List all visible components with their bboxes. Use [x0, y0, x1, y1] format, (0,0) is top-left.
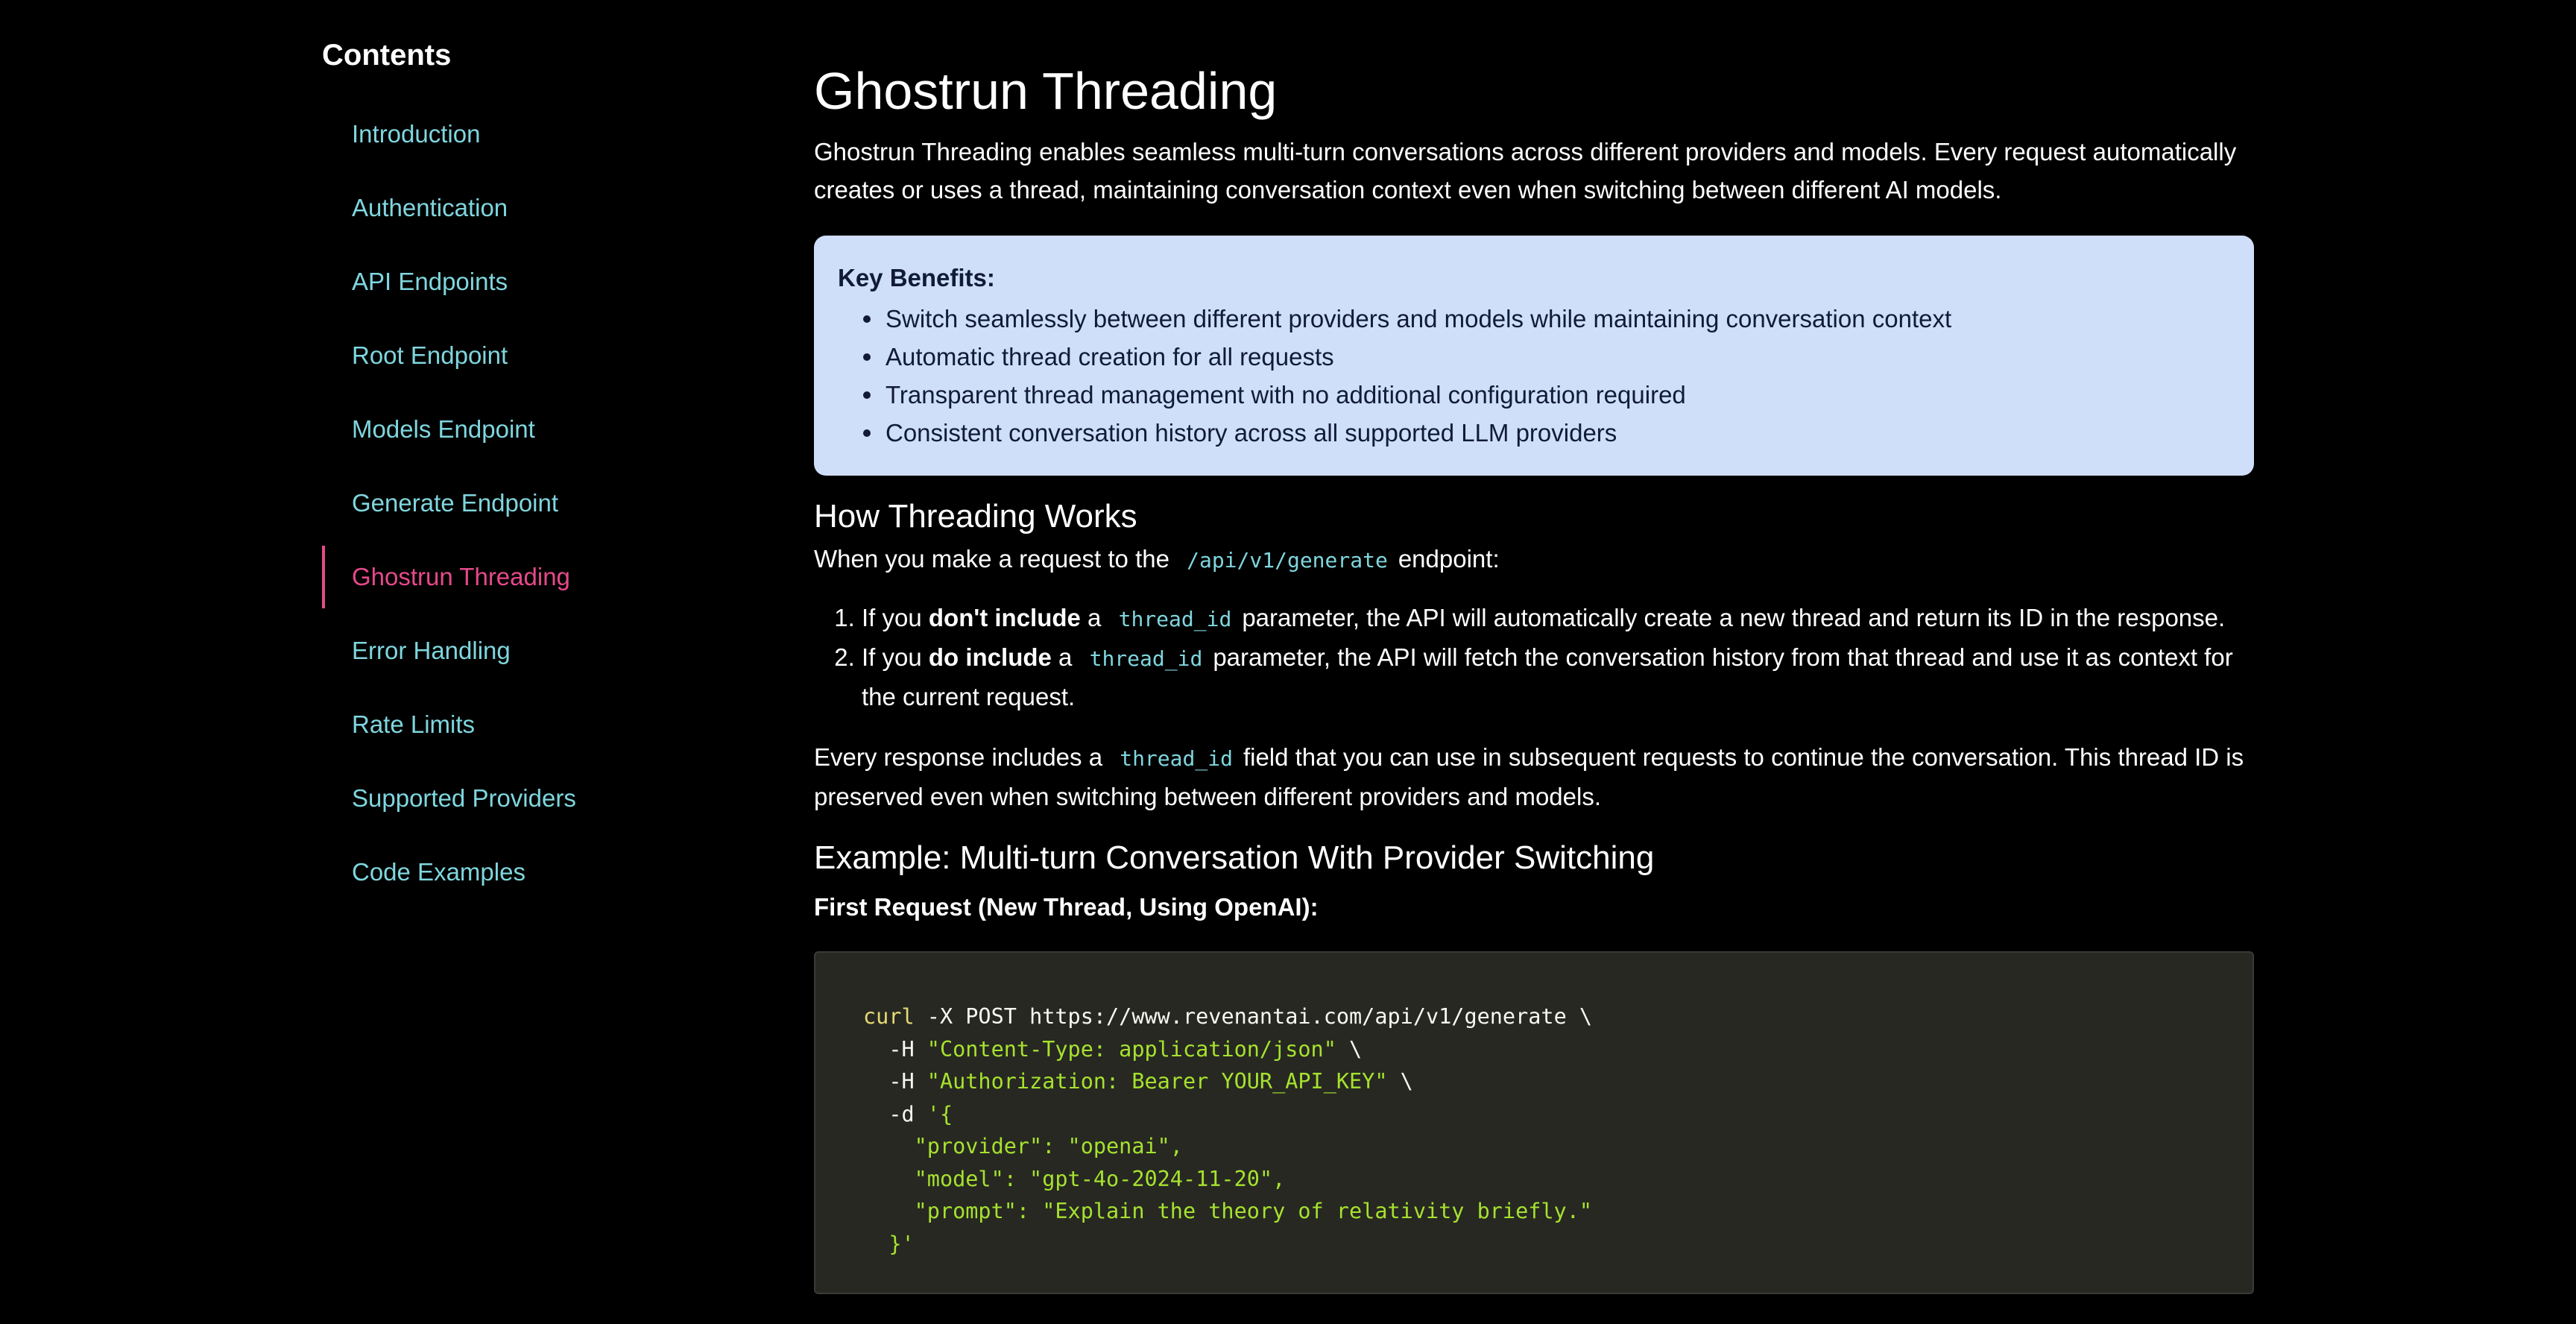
sidebar-item-ghostrun-threading[interactable]: Ghostrun Threading: [322, 546, 710, 608]
code-token-string: "Authorization: Bearer YOUR_API_KEY": [926, 1069, 1388, 1094]
sidebar-title: Contents: [322, 39, 452, 72]
step-bold: don't include: [928, 604, 1081, 631]
sidebar-item-error-handling[interactable]: Error Handling: [352, 637, 511, 664]
code-token: \: [1336, 1036, 1363, 1062]
step-text: a: [1080, 604, 1102, 631]
sidebar-item-api-endpoints[interactable]: API Endpoints: [352, 268, 508, 295]
sidebar-item-authentication[interactable]: Authentication: [352, 194, 508, 221]
code-token-string: }': [863, 1231, 915, 1256]
key-benefits-title: Key Benefits:: [838, 264, 995, 291]
page-title: Ghostrun Threading: [814, 62, 1278, 120]
threading-steps-list: [814, 599, 2254, 716]
step-text: parameter, the API will fetch the conversation history from that thread and use it as context for the current request.: [862, 643, 2233, 710]
step-text: If you: [862, 643, 929, 671]
code-token-string: '{: [926, 1101, 953, 1126]
note-text: Every response includes a: [814, 743, 1103, 771]
sidebar-item-root-endpoint[interactable]: Root Endpoint: [352, 341, 508, 369]
note-text-end: field that you can use in subsequent requests to continue the conversation. This thread ID is preserved even when switching between different providers and models.: [814, 743, 2244, 810]
code-token: -H: [863, 1069, 927, 1094]
code-token-string: "model": "gpt-4o-2024-11-20",: [863, 1166, 1286, 1191]
list-item: [862, 638, 2254, 716]
sidebar-item-rate-limits[interactable]: Rate Limits: [352, 710, 476, 738]
inline-code-thread-id: thread_id: [1120, 746, 1233, 771]
step-text: a: [1051, 643, 1073, 671]
inline-code-endpoint: /api/v1/generate: [1187, 548, 1388, 573]
intro-paragraph: Ghostrun Threading enables seamless multi-turn conversations across different providers and models. Every request automatically creates or uses a thread, maintaining conversation context even when switching between different AI models.: [814, 138, 2237, 204]
list-item: Automatic thread creation for all requests: [838, 338, 2230, 376]
code-token: -X POST https://www.revenantai.com/api/v1/generate \: [914, 1004, 1593, 1029]
code-token-string: "provider": "openai",: [863, 1134, 1183, 1158]
sidebar-item-models-endpoint[interactable]: Models Endpoint: [352, 415, 535, 443]
main-content: [814, 54, 2254, 1294]
key-benefits-box: [814, 236, 2254, 476]
section-heading-example: Example: Multi-turn Conversation With Provider Switching: [814, 839, 1655, 876]
code-block-curl[interactable]: [814, 951, 2254, 1294]
key-benefits-list: [838, 300, 2230, 452]
lead-text-end: endpoint:: [1398, 545, 1500, 573]
list-item: Consistent conversation history across all supported LLM providers: [838, 414, 2230, 452]
code-token-command: curl: [863, 1004, 915, 1029]
how-lead-paragraph: [814, 540, 2254, 579]
list-item: [862, 599, 2254, 638]
thread-id-note-paragraph: [814, 738, 2254, 816]
sidebar-item-supported-providers[interactable]: Supported Providers: [352, 784, 576, 812]
sidebar-item-code-examples[interactable]: Code Examples: [352, 858, 525, 886]
step-text: If you: [862, 604, 929, 631]
inline-code-thread-id: thread_id: [1118, 607, 1232, 631]
lead-text: When you make a request to the: [814, 545, 1169, 573]
sidebar-nav: [322, 103, 710, 904]
list-item: Transparent thread management with no additional configuration required: [838, 376, 2230, 414]
code-token: -H: [863, 1036, 927, 1062]
code-token: \: [1387, 1069, 1413, 1094]
code-token: -d: [863, 1101, 927, 1126]
section-heading-how-threading-works: How Threading Works: [814, 498, 1137, 535]
sidebar-item-generate-endpoint[interactable]: Generate Endpoint: [352, 489, 559, 517]
step-bold: do include: [928, 643, 1052, 671]
sidebar-item-introduction[interactable]: Introduction: [352, 120, 481, 148]
inline-code-thread-id: thread_id: [1089, 646, 1203, 671]
list-item: Switch seamlessly between different providers and models while maintaining conversation context: [838, 300, 2230, 338]
step-text: parameter, the API will automatically create a new thread and return its ID in the response.: [1242, 604, 2226, 631]
sidebar: [322, 33, 710, 915]
example-subheading: First Request (New Thread, Using OpenAI):: [814, 893, 1319, 921]
code-token-string: "Content-Type: application/json": [926, 1036, 1336, 1062]
code-token-string: "prompt": "Explain the theory of relativity briefly.": [863, 1199, 1593, 1223]
